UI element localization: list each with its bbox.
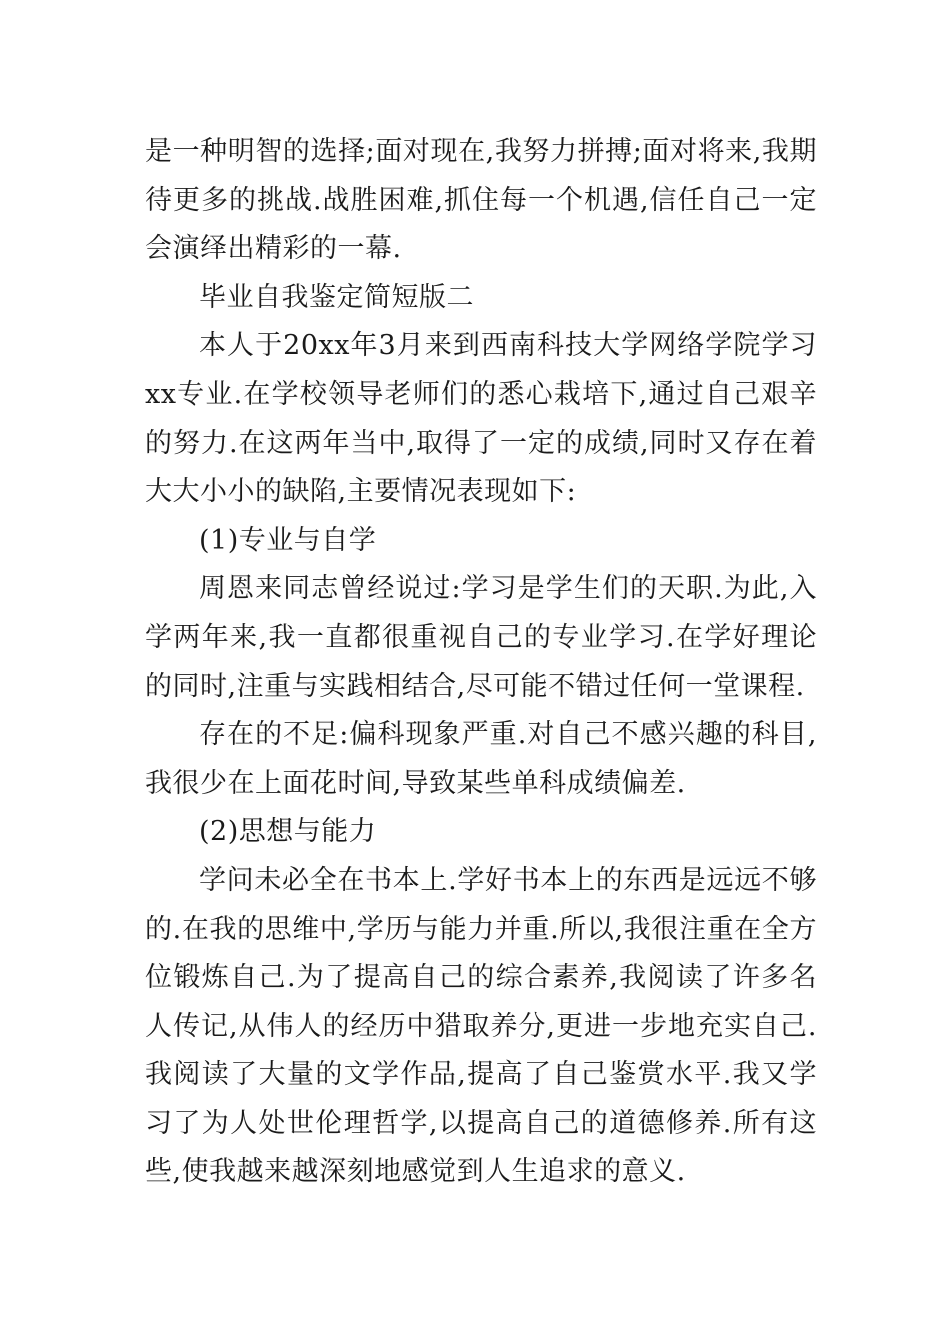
paragraph-thought: 学问未必全在书本上.学好书本上的东西是远远不够的.在我的思维中,学历与能力并重.所以,我很注重在全方位锻炼自己.为了提高自己的综合素养,我阅读了许多名人传记,从伟人的经历中猎取养分,更进一步地充实自己.我阅读了大量的文学作品,提高了自己鉴赏水平.我又学习了为人处世伦理哲学,以提高自己的道德修养.所有这些,使我越来越深刻地感觉到人生追求的意义. [145, 864, 817, 1188]
subheading-thought: (2)思想与能力 [199, 816, 377, 848]
subheading-study: (1)专业与自学 [199, 524, 377, 556]
paragraph-study: 周恩来同志曾经说过:学习是学生们的天职.为此,入学两年来,我一直都很重视自己的专业学习.在学好理论的同时,注重与实践相结合,尽可能不错过任何一堂课程. [145, 573, 817, 702]
document-body [145, 128, 817, 1197]
paragraph-intro: 本人于20xx年3月来到西南科技大学网络学院学习xx专业.在学校领导老师们的悉心栽培下,通过自己艰辛的努力.在这两年当中,取得了一定的成绩,同时又存在着大大小小的缺陷,主要情况表现如下: [145, 330, 817, 508]
paragraph-continuation: 是一种明智的选择;面对现在,我努力拼搏;面对将来,我期待更多的挑战.战胜困难,抓住每一个机遇,信任自己一定会演绎出精彩的一幕. [145, 136, 817, 265]
section-heading: 毕业自我鉴定简短版二 [199, 281, 474, 313]
paragraph-shortcomings: 存在的不足:偏科现象严重.对自己不感兴趣的科目,我很少在上面花时间,导致某些单科成绩偏差. [145, 719, 817, 799]
